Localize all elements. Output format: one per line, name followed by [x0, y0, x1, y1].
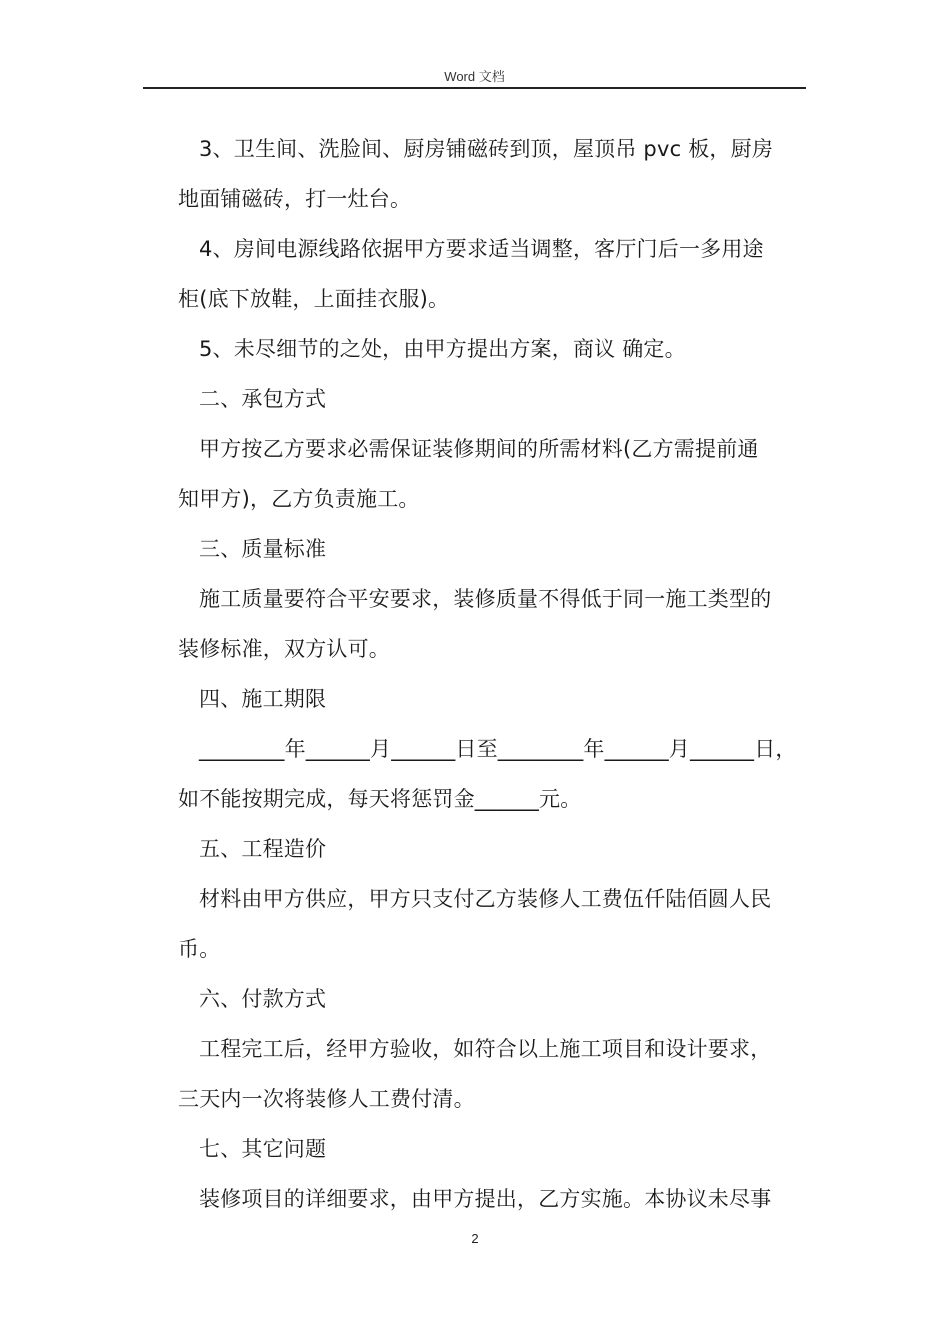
paragraph-line: 材料由甲方供应，甲方只支付乙方装修人工费伍仟陆佰圆人民 [199, 887, 772, 911]
paragraph-line: 3、卫生间、洗脸间、厨房铺磁砖到顶，屋顶吊 pvc 板，厨房 [199, 137, 774, 161]
section-heading: 三、质量标准 [199, 537, 327, 561]
paragraph-line: 甲方按乙方要求必需保证装修期间的所需材料(乙方需提前通 [199, 437, 759, 461]
paragraph-line: 装修标准，双方认可。 [178, 637, 390, 661]
paragraph-line: 如不能按期完成，每天将惩罚金______元。 [178, 787, 582, 811]
paragraph-line: 施工质量要符合平安要求，装修质量不得低于同一施工类型的 [199, 587, 772, 611]
paragraph-line: 柜(底下放鞋，上面挂衣服)。 [178, 287, 450, 311]
page-number: 2 [471, 1231, 479, 1246]
page-header: Word 文档 [444, 69, 505, 84]
section-heading: 五、工程造价 [199, 837, 327, 861]
paragraph-line: 装修项目的详细要求，由甲方提出，乙方实施。本协议未尽事 [199, 1187, 772, 1211]
paragraph-line: 地面铺磁砖，打一灶台。 [178, 187, 412, 211]
date-blank-line: ________年______月______日至________年______月______日， [199, 737, 797, 761]
paragraph-line: 5、未尽细节的之处，由甲方提出方案，商议 确定。 [199, 337, 686, 361]
document-body [178, 124, 818, 1224]
section-heading: 六、付款方式 [199, 987, 327, 1011]
header-divider [143, 87, 806, 89]
section-heading: 二、承包方式 [199, 387, 327, 411]
section-heading: 七、其它问题 [199, 1137, 327, 1161]
paragraph-line: 工程完工后，经甲方验收，如符合以上施工项目和设计要求， [199, 1037, 772, 1061]
paragraph-line: 4、房间电源线路依据甲方要求适当调整，客厅门后一多用途 [199, 237, 764, 261]
section-heading: 四、施工期限 [199, 687, 327, 711]
paragraph-line: 知甲方)，乙方负责施工。 [178, 487, 420, 511]
paragraph-line: 币。 [178, 937, 221, 961]
paragraph-line: 三天内一次将装修人工费付清。 [178, 1087, 475, 1111]
